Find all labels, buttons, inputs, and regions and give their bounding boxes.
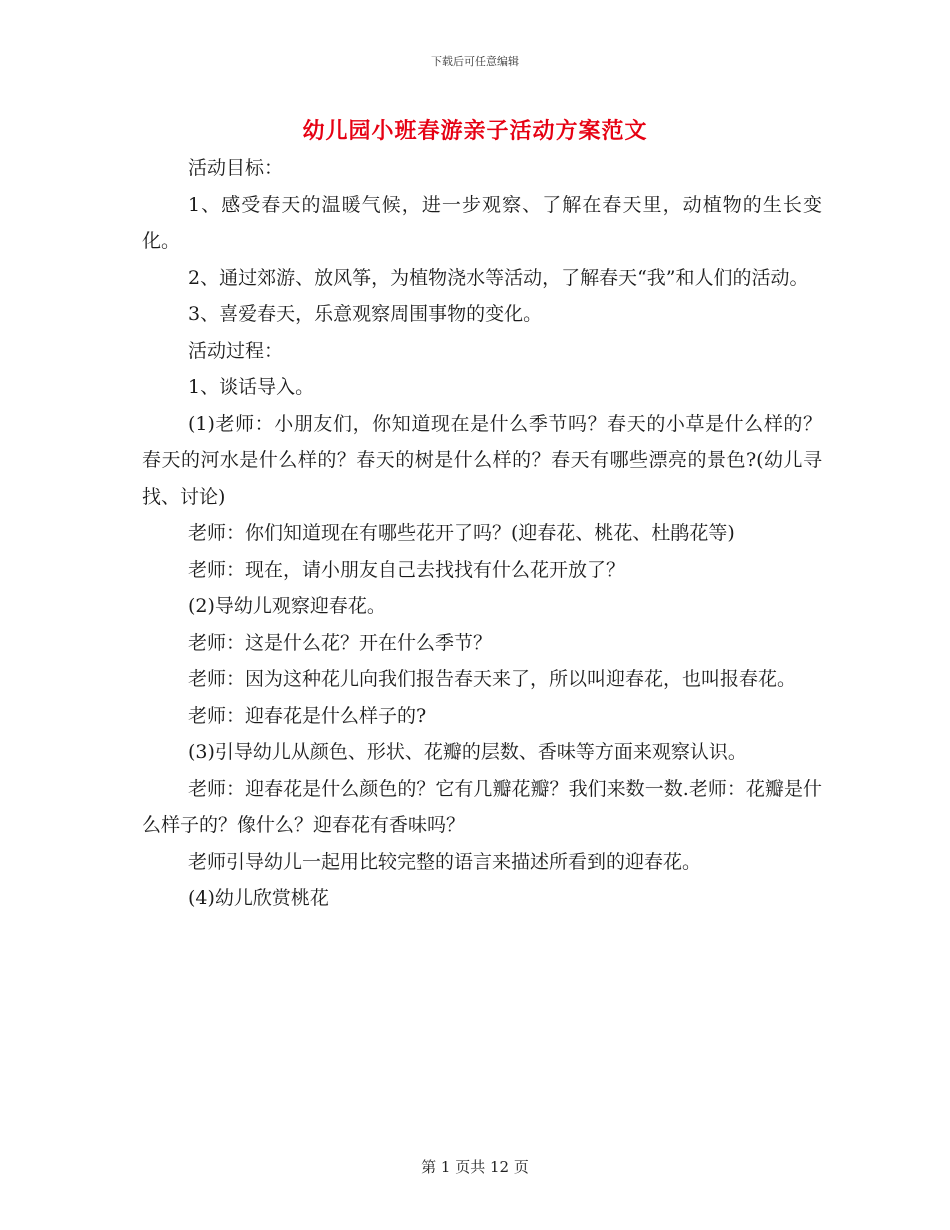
paragraph-step-1-1: (1)老师：小朋友们，你知道现在是什么季节吗？春天的小草是什么样的？春天的河水是什么样的？春天的树是什么样的？春天有哪些漂亮的景色?(幼儿寻找、讨论) xyxy=(142,412,822,508)
header-note: 下载后可任意编辑 xyxy=(431,55,519,68)
paragraph-teacher-flowers: 老师：你们知道现在有哪些花开了吗？(迎春花、桃花、杜鹃花等) xyxy=(188,522,735,544)
paragraph-step-1-3: (3)引导幼儿从颜色、形状、花瓣的层数、香味等方面来观察认识。 xyxy=(188,741,747,763)
paragraph-teacher-name-origin: 老师：因为这种花儿向我们报告春天来了，所以叫迎春花，也叫报春花。 xyxy=(188,668,797,690)
paragraph-teacher-color: 老师：迎春花是什么颜色的？它有几瓣花瓣？我们来数一数.老师：花瓣是什么样子的？像什么？迎春花有香味吗？ xyxy=(142,777,822,836)
paragraph-step-1: 1、谈话导入。 xyxy=(188,376,315,398)
paragraph-teacher-describe: 老师引导幼儿一起用比较完整的语言来描述所看到的迎春花。 xyxy=(188,850,702,873)
paragraph-goal-3: 3、喜爱春天，乐意观察周围事物的变化。 xyxy=(188,303,543,325)
paragraph-step-1-4: (4)幼儿欣赏桃花 xyxy=(188,887,329,909)
paragraph-teacher-find: 老师：现在，请小朋友自己去找找有什么花开放了？ xyxy=(188,558,626,581)
page-number: 第 1 页共 12 页 xyxy=(421,1158,529,1176)
paragraph-goal-2: 2、通过郊游、放风筝，为植物浇水等活动，了解春天“我”和人们的活动。 xyxy=(188,266,809,289)
document-body xyxy=(142,150,822,917)
paragraph-teacher-what-flower: 老师：这是什么花？开在什么季节？ xyxy=(188,631,493,654)
paragraph-process-heading: 活动过程： xyxy=(188,339,284,362)
paragraph-step-1-2: (2)导幼儿观察迎春花。 xyxy=(188,595,386,617)
paragraph-goals-heading: 活动目标： xyxy=(188,157,284,179)
paragraph-teacher-appearance: 老师：迎春花是什么样子的? xyxy=(188,704,427,727)
paragraph-goal-1: 1、感受春天的温暖气候，进一步观察、了解在春天里，动植物的生长变化。 xyxy=(142,193,822,252)
document-title: 幼儿园小班春游亲子活动方案范文 xyxy=(302,118,648,144)
